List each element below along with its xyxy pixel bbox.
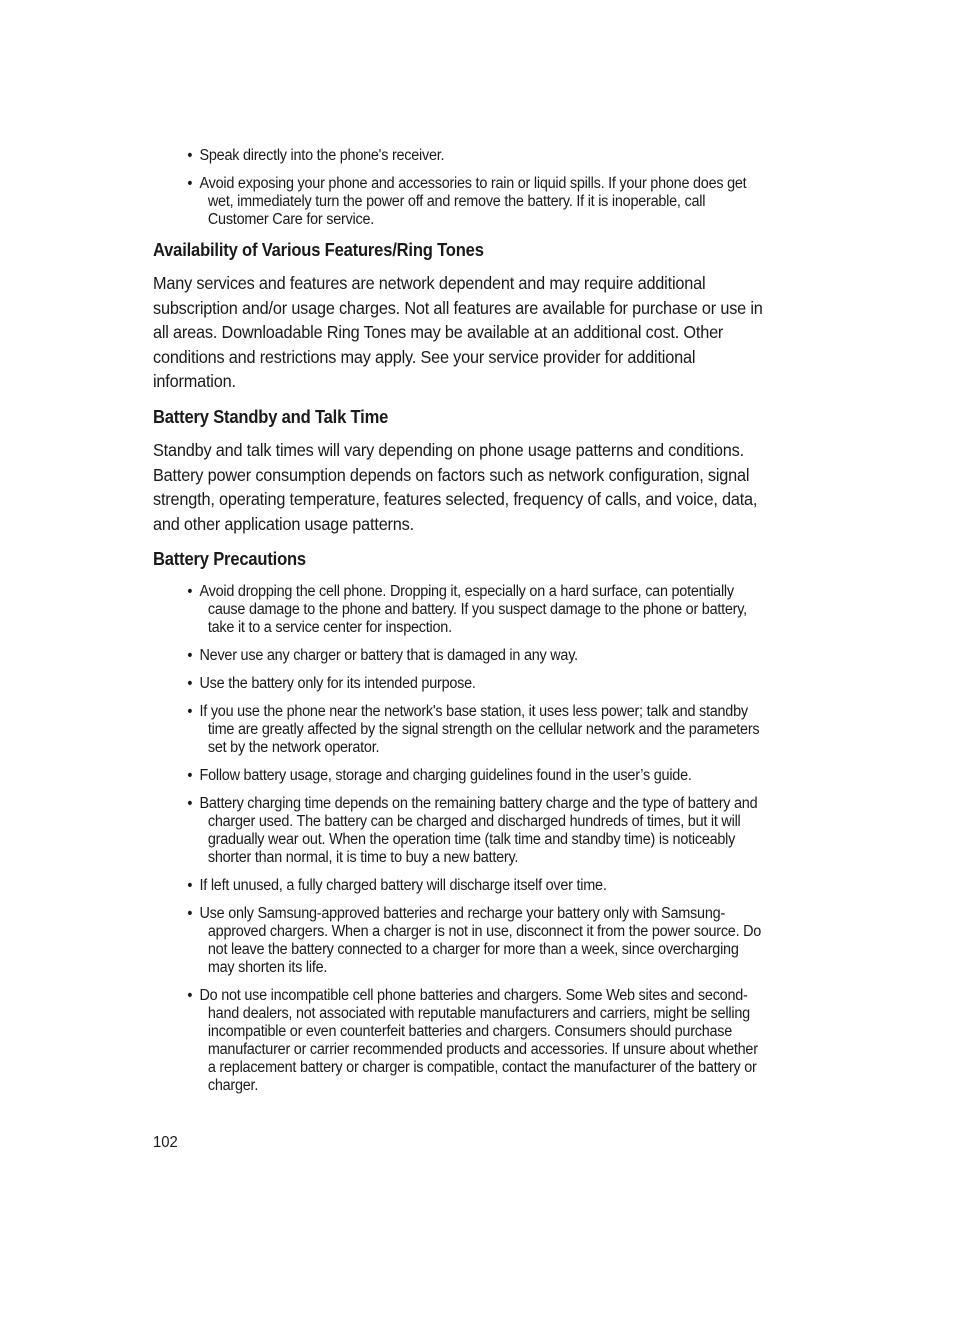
safety-bullet-list	[153, 147, 771, 229]
list-item	[153, 905, 766, 977]
precaution-bullet-list	[153, 583, 771, 1095]
bullet-text: Never use any charger or battery that is damaged in any way.	[199, 647, 578, 665]
section-heading-standby-talk-time: Battery Standby and Talk Time	[153, 406, 389, 427]
list-item	[153, 987, 766, 1095]
list-item	[153, 767, 766, 785]
bullet-dot: •	[187, 583, 193, 601]
list-item	[153, 795, 766, 867]
page-number: 102	[153, 1134, 178, 1151]
bullet-dot: •	[187, 795, 193, 813]
bullet-dot: •	[187, 703, 193, 721]
bullet-dot: •	[187, 175, 193, 192]
bullet-text: Use the battery only for its intended purpose.	[199, 675, 476, 693]
section-heading-battery-precautions: Battery Precautions	[153, 549, 306, 570]
bullet-text: If you use the phone near the network's base station, it uses less power; talk and standby time are greatly affected by the signal strength on the cellular network and the parameters set by the network operator.	[199, 703, 760, 757]
bullet-text: Avoid exposing your phone and accessories to rain or liquid spills. If your phone does get wet, immediately turn the power off and remove the battery. If it is inoperable, call Customer Care for service.	[199, 175, 747, 228]
bullet-text: Use only Samsung-approved batteries and recharge your battery only with Samsung-approved chargers. When a charger is not in use, disconnect it from the power source. Do not leave the battery connected to a charger for more than a week, since overcharging may shorten its life.	[199, 905, 762, 977]
section-heading-availability: Availability of Various Features/Ring Tones	[153, 240, 484, 260]
bullet-dot: •	[187, 767, 193, 785]
bullet-dot: •	[187, 877, 193, 895]
bullet-dot: •	[187, 675, 193, 693]
bullet-text: Follow battery usage, storage and charging guidelines found in the user’s guide.	[199, 767, 692, 785]
bullet-dot: •	[187, 987, 193, 1005]
bullet-text: Do not use incompatible cell phone batteries and chargers. Some Web sites and second-hand dealers, not associated with reputable manufacturers and carriers, might be selling incompatible or even counterfeit batteries and chargers. Consumers should purchase manufacturer or carrier recommended products and accessories. If unsure about whether a replacement battery or charger is compatible, contact the manufacturer of the battery or charger.	[199, 987, 758, 1095]
section-body-availability: Many services and features are network dependent and may require additional subscription and/or usage charges. Not all features are available for purchase or use in all areas. Downloadable Ring Tones may be available at an additional cost. Other conditions and restrictions may apply. See your service provider for additional information.	[153, 273, 763, 392]
list-item	[153, 647, 766, 665]
bullet-text: Avoid dropping the cell phone. Dropping it, especially on a hard surface, can potentially cause damage to the phone and battery. If you suspect damage to the phone or battery, take it to a service center for inspection.	[199, 583, 747, 637]
list-item	[153, 877, 766, 895]
bullet-dot: •	[187, 647, 193, 665]
bullet-dot: •	[187, 147, 193, 164]
list-item	[153, 147, 766, 165]
list-item	[153, 675, 766, 693]
bullet-text: Battery charging time depends on the remaining battery charge and the type of battery and charger used. The battery can be charged and discharged hundreds of times, but it will gradually wear out. When the operation time (talk time and standby time) is noticeably shorter than normal, it is time to buy a new battery.	[199, 795, 758, 867]
bullet-dot: •	[187, 905, 193, 923]
list-item	[153, 175, 766, 229]
bullet-text: If left unused, a fully charged battery will discharge itself over time.	[199, 877, 607, 895]
list-item	[153, 583, 766, 637]
section-body-standby-talk-time: Standby and talk times will vary depending on phone usage patterns and conditions. Battery power consumption depends on factors such as network configuration, signal strength, operating temperature, features selected, frequency of calls, and voice, data, and other application usage patterns.	[153, 439, 758, 534]
bullet-text: Speak directly into the phone's receiver.	[199, 147, 445, 164]
page-content	[153, 147, 771, 1105]
list-item	[153, 703, 766, 757]
